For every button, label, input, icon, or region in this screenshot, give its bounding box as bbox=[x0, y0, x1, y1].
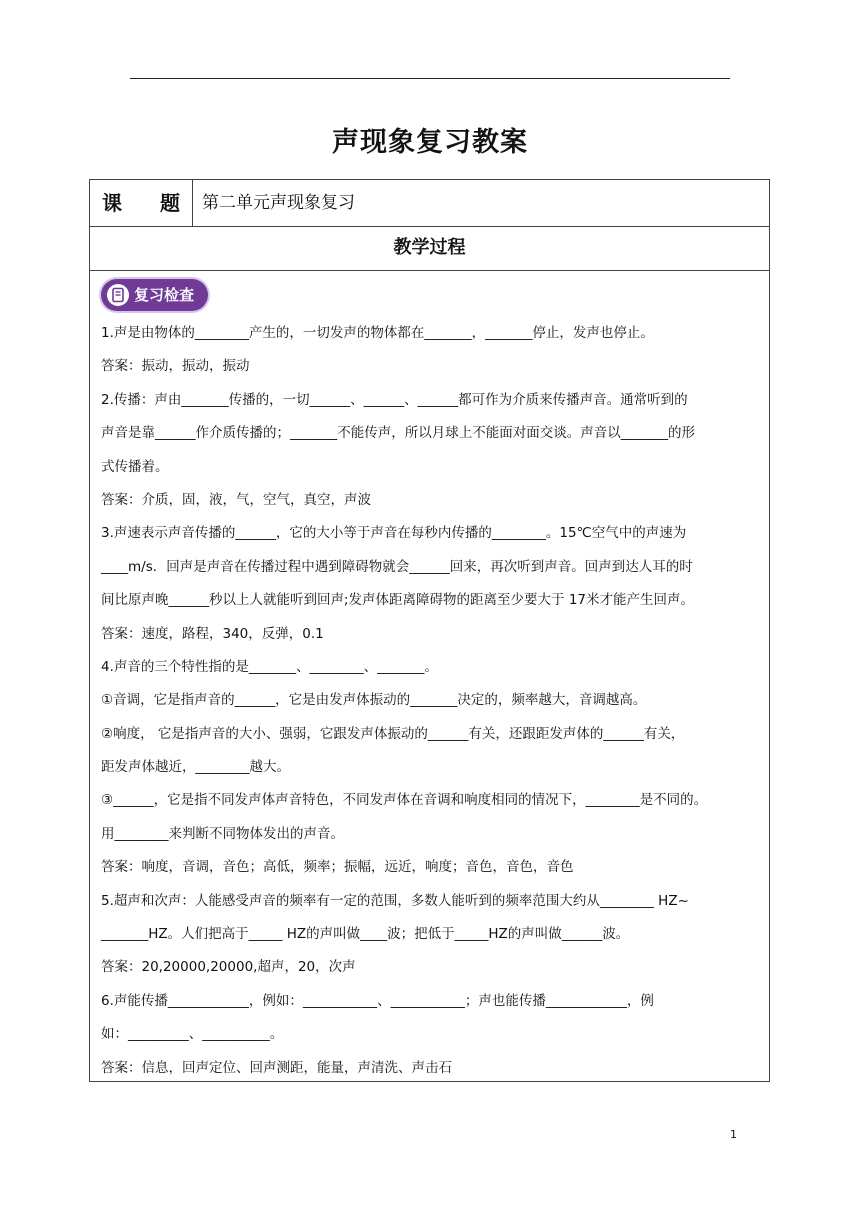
text-line: ③______，它是指不同发声体声音特色，不同发声体在音调和响度相同的情况下，________是不同的。 bbox=[101, 792, 708, 809]
text-line: ____m/s．回声是声音在传播过程中遇到障碍物就会______回来，再次听到声音。回声到达人耳的时 bbox=[101, 558, 693, 575]
text-line: 2.传播：声由_______传播的，一切______、______、______都可作为介质来传播声音。通常听到的 bbox=[101, 391, 688, 408]
review-check-badge bbox=[101, 279, 208, 311]
text-line: 答案：响度，音调，音色；高低，频率；振幅，远近，响度；音色，音色，音色 bbox=[101, 859, 574, 876]
text-line: 3.声速表示声音传播的______，它的大小等于声音在每秒内传播的________。15℃空气中的声速为 bbox=[101, 525, 687, 542]
review-content bbox=[101, 317, 761, 1085]
text-line: 4.声音的三个特性指的是_______、________、_______。 bbox=[101, 658, 438, 675]
text-line: 1.声是由物体的________产生的，一切发声的物体都在_______，_______停止，发声也停止。 bbox=[101, 325, 654, 341]
text-line: ②响度， 它是指声音的大小、强弱，它跟发声体振动的______有关，还跟距发声体的______有关， bbox=[101, 725, 685, 742]
topic-label-char-1: 课 bbox=[102, 191, 122, 215]
page-number: 1 bbox=[730, 1128, 737, 1141]
text-line: 答案：速度，路程，340，反弹，0.1 bbox=[101, 625, 324, 642]
text-line: ①音调，它是指声音的______，它是由发声体振动的_______决定的，频率越大，音调越高。 bbox=[101, 692, 647, 709]
text-line: 答案：20,20000,20000,超声，20，次声 bbox=[101, 959, 356, 976]
text-line: 答案：信息，回声定位、回声测距，能量，声清洗、声击石 bbox=[101, 1059, 452, 1076]
topic-value: 第二单元声现象复习 bbox=[202, 193, 355, 213]
text-line: 如：_________、__________。 bbox=[101, 1026, 284, 1043]
document-title: 声现象复习教案 bbox=[332, 127, 528, 158]
text-line: _______HZ。人们把高于_____ HZ的声叫做____波；把低于_____HZ的声叫做______波。 bbox=[101, 926, 630, 943]
text-line: 6.声能传播____________，例如：___________、___________；声也能传播____________，例 bbox=[101, 992, 654, 1009]
text-line: 声音是靠______作介质传播的；_______不能传声，所以月球上不能面对面交谈。声音以_______的形 bbox=[101, 425, 695, 442]
document-icon bbox=[107, 284, 129, 306]
text-line: 式传播着。 bbox=[101, 458, 169, 475]
topic-label-char-2: 题 bbox=[160, 191, 180, 215]
header-rule bbox=[130, 78, 730, 79]
text-line: 用________来判断不同物体发出的声音。 bbox=[101, 825, 344, 842]
text-line: 间比原声晚______秒以上人就能听到回声;发声体距离障碍物的距离至少要大于 17米才能产生回声。 bbox=[101, 592, 695, 609]
topic-label bbox=[90, 180, 193, 226]
lesson-table bbox=[89, 179, 770, 1082]
text-line: 5.超声和次声：人能感受声音的频率有一定的范围，多数人能听到的频率范围大约从________ HZ~ bbox=[101, 892, 689, 909]
badge-label: 复习检查 bbox=[134, 286, 195, 304]
section-header: 教学过程 bbox=[90, 226, 769, 271]
text-line: 距发声体越近，________越大。 bbox=[101, 759, 290, 776]
topic-row bbox=[90, 180, 769, 227]
text-line: 答案：振动，振动，振动 bbox=[101, 358, 250, 375]
text-line: 答案：介质，固，液，气，空气，真空，声波 bbox=[101, 491, 371, 508]
